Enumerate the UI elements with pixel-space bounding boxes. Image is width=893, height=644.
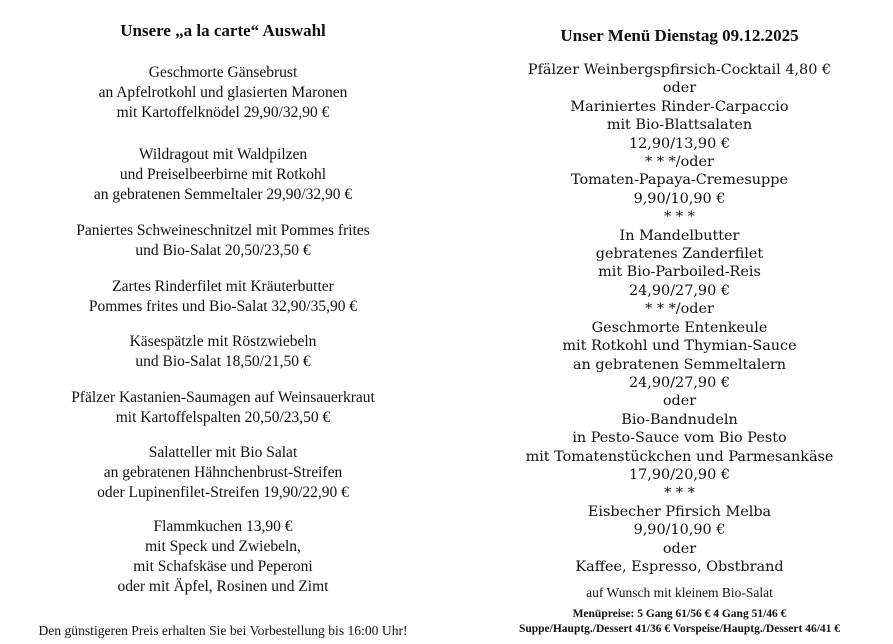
menu-line: gebratenes Zanderfilet (595, 246, 764, 263)
menu-line: oder (662, 393, 697, 410)
dish-line: an gebratenen Semmeltaler 29,90/32,90 € (93, 186, 353, 203)
dish-line: mit Kartoffelspalten 20,50/23,50 € (115, 409, 331, 426)
menu-line: In Mandelbutter (619, 227, 740, 244)
menu-line: an gebratenen Semmeltalern (572, 356, 787, 373)
dish-line: mit Speck und Zwiebeln, (145, 538, 301, 555)
daily-menu-courses (466, 61, 893, 576)
menu-line: Mariniertes Rinder-Carpaccio (570, 98, 789, 115)
dish-line: Käsespätzle mit Röstzwiebeln (129, 333, 317, 350)
menu-line: Kaffee, Espresso, Obstbrand (575, 558, 784, 575)
dish-line: an gebratenen Hähnchenbrust-Streifen (103, 464, 343, 481)
dish-line: Paniertes Schweineschnitzel mit Pommes frites (76, 222, 370, 239)
dish-line: an Apfelrotkohl und glasierten Maronen (98, 84, 348, 101)
dish-schweineschnitzel (0, 221, 446, 261)
dish-line: oder mit Äpfel, Rosinen und Zimt (117, 578, 329, 595)
menu-prices-line-1: Menüpreise: 5 Gang 61/56 € 4 Gang 51/46 € (572, 608, 787, 620)
dish-salatteller (0, 443, 446, 503)
menu-line: Geschmorte Entenkeule (591, 319, 768, 336)
salad-note: auf Wunsch mit kleinem Bio-Salat (586, 585, 773, 600)
menu-line: * * */oder (645, 154, 714, 171)
menu-line: Eisbecher Pfirsich Melba (587, 503, 772, 520)
dish-gaensebrust (0, 63, 446, 123)
dish-line: und Bio-Salat 18,50/21,50 € (135, 353, 311, 370)
dish-line: Pommes frites und Bio-Salat 32,90/35,90 € (88, 298, 358, 315)
dish-wildragout (0, 145, 446, 205)
menu-line: Bio-Bandnudeln (621, 411, 738, 428)
dish-line: Geschmorte Gänsebrust (148, 64, 298, 81)
menu-line: 24,90/27,90 € (629, 374, 730, 391)
menu-line: 12,90/13,90 € (629, 135, 730, 152)
dish-saumagen (0, 388, 446, 428)
dish-line: mit Schafskäse und Peperoni (133, 558, 313, 575)
menu-line: * * */oder (645, 301, 714, 318)
dish-line: Wildragout mit Waldpilzen (138, 146, 308, 163)
menu-line: mit Tomatenstückchen und Parmesankäse (525, 448, 834, 465)
menu-line: * * * (664, 209, 695, 226)
dish-line: mit Kartoffelknödel 29,90/32,90 € (116, 104, 330, 121)
menu-line: oder (662, 540, 697, 557)
menu-line: mit Rotkohl und Thymian-Sauce (562, 338, 797, 355)
menu-line: mit Bio-Blattsalaten (606, 117, 753, 134)
menu-line: * * * (664, 485, 695, 502)
dish-flammkuchen (0, 517, 446, 597)
menu-line: 17,90/20,90 € (629, 466, 730, 483)
daily-menu-heading: Unser Menü Dienstag 09.12.2025 (560, 26, 799, 45)
dish-line: und Preiselbeerbirne mit Rotkohl (119, 166, 327, 183)
dish-line: oder Lupinenfilet-Streifen 19,90/22,90 € (97, 484, 349, 501)
dish-line: Salatteller mit Bio Salat (148, 444, 298, 461)
dish-line: Flammkuchen 13,90 € (153, 518, 293, 535)
dish-rinderfilet (0, 277, 446, 317)
menu-line: Tomaten-Papaya-Cremesuppe (571, 172, 788, 189)
menu-prices-line-2: Suppe/Hauptg./Dessert 41/36 € Vorspeise/Hauptg./Dessert 46/41 € (518, 623, 841, 635)
dish-line: Pfälzer Kastanien-Saumagen auf Weinsauerkraut (71, 389, 375, 406)
menu-line: in Pesto-Sauce vom Bio Pesto (572, 430, 787, 447)
menu-line: 9,90/10,90 € (633, 522, 726, 539)
menu-line: 24,90/27,90 € (629, 282, 730, 299)
a-la-carte-heading: Unsere „a la carte“ Auswahl (120, 21, 326, 40)
dish-line: Zartes Rinderfilet mit Kräuterbutter (112, 278, 334, 295)
preorder-footer: Den günstigeren Preis erhalten Sie bei Vorbestellung bis 16:00 Uhr! (38, 623, 408, 638)
menu-line: Pfälzer Weinbergspfirsich-Cocktail 4,80 € (527, 62, 832, 78)
menu-line: oder (662, 80, 697, 97)
dish-kaesespaetzle (0, 332, 446, 372)
menu-line: 9,90/10,90 € (633, 190, 726, 207)
dish-line: und Bio-Salat 20,50/23,50 € (135, 242, 311, 259)
menu-line: mit Bio-Parboiled-Reis (598, 264, 761, 281)
